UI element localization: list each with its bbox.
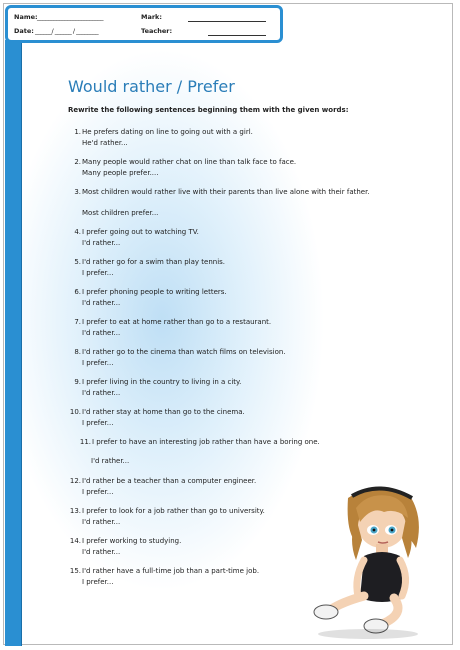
question-text: He prefers dating on line to going out with a girl. <box>82 128 253 136</box>
mark-label: Mark: <box>141 13 162 21</box>
question-text: I'd rather have a full-time job than a part-time job. <box>82 567 260 575</box>
date-field[interactable]: ______/ ______ / ________ <box>35 27 99 35</box>
answer-prompt[interactable]: He'd rather... <box>82 139 128 147</box>
question-number: 10. <box>69 408 81 416</box>
instruction-text: Rewrite the following sentences beginning them with the given words: <box>68 106 349 114</box>
date-label: Date: <box>14 27 34 35</box>
sidebar-stripe <box>5 40 22 646</box>
question-text: I prefer phoning people to writing letters. <box>82 288 227 296</box>
question-text: I'd rather be a teacher than a computer engineer. <box>82 477 257 485</box>
answer-prompt[interactable]: I'd rather... <box>91 457 130 465</box>
question-text: I prefer to look for a job rather than go to university. <box>82 507 265 515</box>
answer-prompt[interactable]: Many people prefer.... <box>82 169 159 177</box>
question-number: 11. <box>79 438 91 446</box>
name-label: Name: <box>14 13 38 21</box>
question-text: I prefer to have an interesting job rather than have a boring one. <box>92 438 320 446</box>
answer-prompt[interactable]: I prefer... <box>82 419 114 427</box>
question-number: 14. <box>69 537 81 545</box>
answer-prompt[interactable]: I prefer... <box>82 578 114 586</box>
answer-prompt[interactable]: I prefer... <box>82 359 114 367</box>
question-text: I prefer going out to watching TV. <box>82 228 199 236</box>
question-text: I'd rather go for a swim than play tennis. <box>82 258 226 266</box>
question-text: I'd rather stay at home than go to the cinema. <box>82 408 245 416</box>
question-text: Most children would rather live with their parents than live alone with their father. <box>82 188 370 196</box>
question-number: 6. <box>74 288 81 296</box>
teacher-field[interactable] <box>208 35 266 36</box>
question-text: I prefer to eat at home rather than go to a restaurant. <box>82 318 272 326</box>
question-text: I prefer working to studying. <box>82 537 182 545</box>
question-number: 2. <box>74 158 81 166</box>
question-number: 1. <box>74 128 81 136</box>
question-number: 12. <box>69 477 81 485</box>
answer-prompt[interactable]: I prefer... <box>82 269 114 277</box>
answer-prompt[interactable]: I'd rather... <box>82 548 121 556</box>
answer-prompt[interactable]: I'd rather... <box>82 299 121 307</box>
teacher-label: Teacher: <box>141 27 173 35</box>
question-number: 13. <box>69 507 81 515</box>
answer-prompt[interactable]: I'd rather... <box>82 389 121 397</box>
question-text: I'd rather go to the cinema than watch films on television. <box>82 348 286 356</box>
answer-prompt[interactable]: I'd rather... <box>82 239 121 247</box>
question-number: 7. <box>74 318 81 326</box>
question-text: I prefer living in the country to living in a city. <box>82 378 242 386</box>
question-number: 8. <box>74 348 81 356</box>
worksheet-title: Would rather / Prefer <box>68 77 235 96</box>
answer-prompt[interactable]: I prefer... <box>82 488 114 496</box>
answer-prompt[interactable]: I'd rather... <box>82 518 121 526</box>
student-info-box <box>5 5 283 43</box>
question-number: 5. <box>74 258 81 266</box>
question-number: 3. <box>74 188 81 196</box>
question-number: 9. <box>74 378 81 386</box>
name-field[interactable]: ________________________ <box>37 13 103 21</box>
question-number: 15. <box>69 567 81 575</box>
question-number: 4. <box>74 228 81 236</box>
answer-prompt[interactable]: Most children prefer... <box>82 209 159 217</box>
question-text: Many people would rather chat on line than talk face to face. <box>82 158 297 166</box>
cartoon-girl-illustration <box>298 478 428 643</box>
mark-field[interactable] <box>188 21 266 22</box>
answer-prompt[interactable]: I'd rather... <box>82 329 121 337</box>
